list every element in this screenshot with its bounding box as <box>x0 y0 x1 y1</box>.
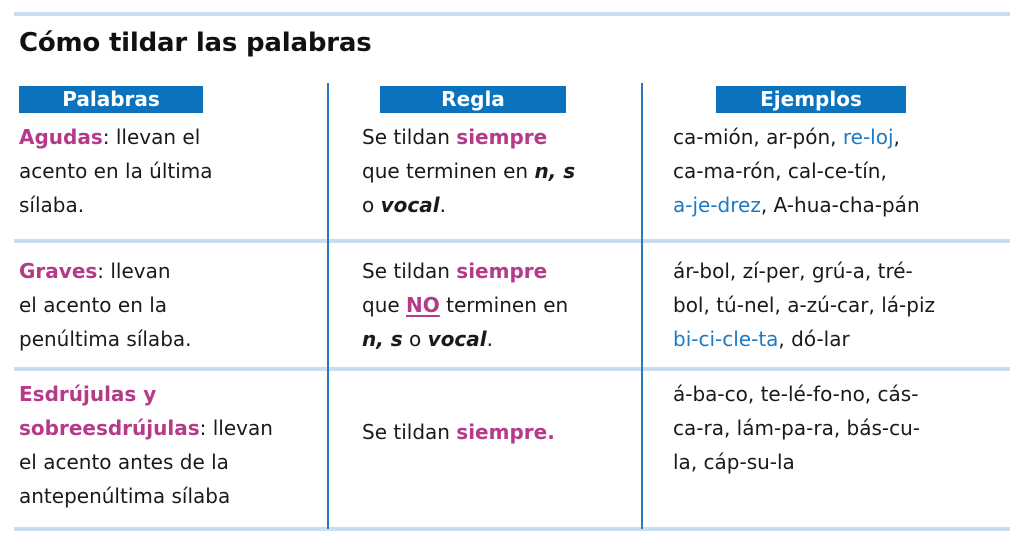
row-2-regla-cell <box>362 254 568 356</box>
ejemplo-text: ca-mión, ar-pón, <box>673 125 843 149</box>
header-regla: Regla <box>380 86 566 113</box>
term-agudas: Agudas <box>19 125 103 149</box>
regla-text: . <box>439 193 446 217</box>
term-esdrujulas: Esdrújulas y <box>19 382 157 406</box>
row-2-ejemplos-cell <box>673 254 935 356</box>
row-divider-2 <box>14 367 1010 371</box>
row-divider-1 <box>14 239 1010 243</box>
regla-text: que <box>362 293 407 317</box>
palabra-text: : llevan <box>199 416 273 440</box>
regla-emphasis: vocal <box>427 327 487 351</box>
ejemplo-highlight: re-loj <box>842 125 894 149</box>
top-rule <box>14 12 1010 16</box>
row-1-ejemplos-cell <box>673 120 920 222</box>
regla-text: Se tildan <box>362 420 457 444</box>
palabra-text: : llevan el <box>102 125 201 149</box>
palabra-text: sílaba. <box>19 193 85 217</box>
row-3-palabra-cell <box>19 377 273 513</box>
row-2-palabra-cell <box>19 254 192 356</box>
bottom-rule <box>14 527 1010 531</box>
regla-emphasis: n, s <box>362 327 403 351</box>
page-title: Cómo tildar las palabras <box>19 28 372 58</box>
ejemplo-text: á-ba-co, te-lé-fo-no, cás- <box>673 382 919 406</box>
palabra-text: el acento en la <box>19 293 168 317</box>
palabra-text: el acento antes de la <box>19 450 229 474</box>
regla-text: terminen en <box>439 293 569 317</box>
ejemplo-highlight: a-je-drez <box>673 193 761 217</box>
regla-text: o <box>402 327 428 351</box>
ejemplo-text: ca-ma-rón, cal-ce-tín, <box>673 159 887 183</box>
regla-text: que terminen en <box>362 159 535 183</box>
header-ejemplos: Ejemplos <box>716 86 906 113</box>
row-1-regla-cell <box>362 120 575 222</box>
palabra-text: antepenúltima sílaba <box>19 484 231 508</box>
palabra-text: : llevan <box>97 259 171 283</box>
ejemplo-text: ca-ra, lám-pa-ra, bás-cu- <box>673 416 921 440</box>
row-3-ejemplos-cell <box>673 377 920 479</box>
column-divider-2 <box>641 83 643 529</box>
regla-emphasis: siempre <box>456 259 548 283</box>
term-graves: Graves <box>19 259 98 283</box>
ejemplo-text: , A-hua-cha-pán <box>760 193 920 217</box>
palabra-text: penúltima sílaba. <box>19 327 192 351</box>
regla-emphasis: siempre. <box>456 420 555 444</box>
palabra-text: acento en la última <box>19 159 213 183</box>
regla-no-emphasis: NO <box>406 293 440 317</box>
regla-text: . <box>486 327 493 351</box>
row-1-palabra-cell <box>19 120 213 222</box>
regla-text: Se tildan <box>362 125 457 149</box>
regla-emphasis: vocal <box>380 193 440 217</box>
row-3-regla-cell <box>362 415 555 449</box>
ejemplo-highlight: bi-ci-cle-ta <box>673 327 779 351</box>
regla-text: Se tildan <box>362 259 457 283</box>
ejemplo-text: la, cáp-su-la <box>673 450 795 474</box>
column-divider-1 <box>327 83 329 529</box>
ejemplo-text: , dó-lar <box>778 327 850 351</box>
regla-emphasis: siempre <box>456 125 548 149</box>
regla-text: o <box>362 193 381 217</box>
ejemplo-text: bol, tú-nel, a-zú-car, lá-piz <box>673 293 936 317</box>
ejemplo-text: , <box>893 125 900 149</box>
header-palabras: Palabras <box>19 86 203 113</box>
ejemplo-text: ár-bol, zí-per, grú-a, tré- <box>673 259 913 283</box>
term-sobreesdrujulas: sobreesdrújulas <box>19 416 200 440</box>
regla-emphasis: n, s <box>534 159 576 183</box>
